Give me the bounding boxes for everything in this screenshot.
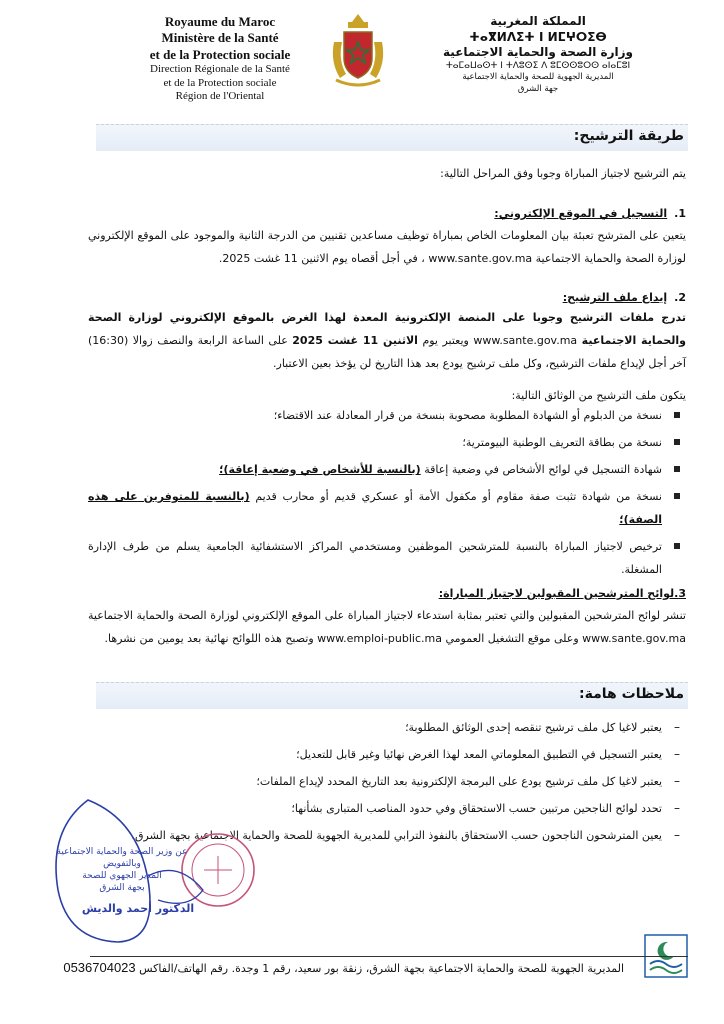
step1-text-a: يتعين على المترشح تعبئة بيان المعلومات الخاص بمباراة توظيف مساعدين تقنيين من الدرجة الثانية والموجود على الموقع الإلكتروني لوزارة الصحة والحماية الاجتماعية	[88, 229, 686, 265]
kingdom-tifinagh: ⵜⴰⴳⵍⴷⵉⵜ ⵏ ⵍⵎⵖⵔⵉⴱ	[469, 29, 607, 44]
step1-text-b: ، في أجل أقصاه يوم الاثنين 11 غشت 2025.	[218, 252, 425, 265]
direction-ar: المديرية الجهوية للصحة والحماية الاجتماعية	[462, 72, 614, 83]
step2-text-end: على الساعة الرابعة والنصف زوالا (16:30) آخر أجل لإيداع ملفات الترشيح، وكل ملف ترشيح يودع بعد هذا التاريخ لن يؤخذ بعين الاعتبار.	[88, 334, 686, 370]
stamp-line4: بجهة الشرق	[99, 883, 145, 893]
section-title-candidacy: طريقة الترشيح:	[573, 128, 684, 144]
step3-text-c: وتصبح هذه اللوائح نهائية بعد يومين من نشرها.	[104, 632, 314, 645]
step2-date: الاثنين 11 غشت 2025	[292, 334, 418, 347]
step3-text-b: وعلى موقع التشغيل العمومي	[445, 632, 579, 645]
section-title-notes: ملاحظات هامة:	[579, 686, 684, 702]
list-item: شهادة التسجيل في لوائح الأشخاص في وضعية إعاقة (بالنسبة للأشخاص في وضعية إعاقة)؛	[88, 458, 684, 481]
stamp-line3: المدير الجهوي للصحة	[82, 871, 162, 881]
list-item: – يعتبر التسجيل في التطبيق المعلوماتي المعد لهذا الغرض نهائيا وغير قابل للتعديل؛	[88, 743, 684, 766]
list-item: – تحدد لوائح الناجحين مرتبين حسب الاستحقاق وفي حدود المناصب المتبارى بشأنها؛	[88, 797, 684, 820]
candidacy-intro: يتم الترشيح لاجتياز المباراة وجوبا وفق المراحل التالية:	[440, 167, 686, 180]
coat-of-arms-icon	[326, 12, 390, 92]
list-item: نسخة من بطاقة التعريف الوطنية البيومترية؛	[88, 431, 684, 454]
step2-text	[88, 306, 686, 375]
ministry-tifinagh: ⵜⴰⵎⴰⵡⴰⵙⵜ ⵏ ⵜⴷⵓⵙⵉ ⴷ ⵓⵎⵙⵙⵓⵔⵙ ⴰⵏⴰⵎⵓⵏ	[445, 60, 631, 71]
step2-text-mid: ويعتبر يوم	[422, 334, 469, 347]
documents-intro: يتكون ملف الترشيح من الوثائق التالية:	[511, 389, 686, 402]
direction-fr-line2: et de la Protection sociale	[163, 76, 277, 89]
list-item: – يعين المترشحون الناجحون حسب الاستحقاق بالنفوذ الترابي للمديرية الجهوية للصحة والحماية الاجتماعية بجهة الشرق.	[88, 824, 684, 847]
direction-fr-line1: Direction Régionale de la Santé	[150, 62, 290, 75]
step1-url: www.sante.gov.ma	[428, 252, 533, 265]
signatory-name: الدكتور أحمد والديش	[81, 902, 195, 915]
step3-title: 3.لوائح المترشحين المقبولين لاجتياز المباراة:	[438, 587, 686, 600]
step3-text	[88, 604, 686, 650]
documents-list	[88, 404, 684, 585]
step3-url1: www.sante.gov.ma	[582, 632, 686, 645]
step1-text	[88, 224, 686, 270]
footer-address	[63, 960, 624, 975]
step3-url2: www.emploi-public.ma	[317, 632, 442, 645]
footer-divider	[90, 956, 688, 957]
region-fr: Région de l'Oriental	[175, 90, 265, 103]
kingdom-fr: Royaume du Maroc	[164, 14, 276, 29]
step2-text-bold: تدرج ملفات الترشيح وجوبا على المنصة الإلكترونية المعدة لهذا الغرض بالموقع الإلكتروني لوزارة الصحة والحماية الاجتماعية	[88, 311, 686, 347]
region-ar: جهة الشرق	[517, 83, 559, 94]
header-arabic	[418, 14, 658, 95]
step2-title: إيداع ملف الترشيح:	[562, 291, 668, 304]
step3-text-a: تنشر لوائح المترشحين المقبولين والتي تعتبر بمثابة استدعاء لاجتياز المباراة على الموقع الإلكتروني لوزارة الصحة والحماية الاجتماعية	[88, 609, 686, 622]
ministry-fr-line2: et de la Protection sociale	[149, 46, 291, 62]
step1-title: التسجيل في الموقع الإلكتروني:	[494, 207, 668, 220]
step1-heading	[88, 202, 686, 225]
stamp-line1: عن وزير الصحة والحماية الاجتماعية	[56, 847, 188, 857]
step1-number: 1.	[674, 207, 686, 220]
header-french	[110, 14, 330, 104]
kingdom-ar: المملكة المغربية	[490, 14, 586, 28]
list-item: نسخة من شهادة تثبت صفة مقاوم أو مكفول الأمة أو عسكري قديم أو محارب قديم (بالنسبة للمتوفرين على هذه الصفة)؛	[88, 485, 684, 531]
step2-url: www.sante.gov.ma	[473, 334, 578, 347]
footer-phone: 0536704023	[63, 960, 136, 975]
ministry-ar: وزارة الصحة والحماية الاجتماعية	[443, 45, 633, 60]
stamp-line2: وبالتفويض	[103, 859, 141, 869]
list-item: – يعتبر لاغيا كل ملف ترشيح تنقصه إحدى الوثائق المطلوبة؛	[88, 716, 684, 739]
footer-address-text: المديرية الجهوية للصحة والحماية الاجتماعية بجهة الشرق، زنقة بور سعيد، رقم 1 وجدة. رقم الهاتف/الفاكس	[139, 962, 624, 975]
ministry-fr-line1: Ministère de la Santé	[161, 30, 279, 46]
list-item: – يعتبر لاغيا كل ملف ترشيح يودع على البرمجة الإلكترونية بعد التاريخ المحدد لإيداع الملفات؛	[88, 770, 684, 793]
stamp-signature	[28, 790, 268, 950]
list-item: ترخيص لاجتياز المباراة بالنسبة للمترشحين الموظفين ومستخدمي المراكز الاستشفائية الجامعية يسلم من طرف الإدارة المشغلة.	[88, 535, 684, 581]
step2-number: 2.	[674, 291, 686, 304]
list-item: نسخة من الدبلوم أو الشهادة المطلوبة مصحوبة بنسخة من قرار المعادلة عند الاقتضاء؛	[88, 404, 684, 427]
step3-heading	[88, 582, 686, 605]
